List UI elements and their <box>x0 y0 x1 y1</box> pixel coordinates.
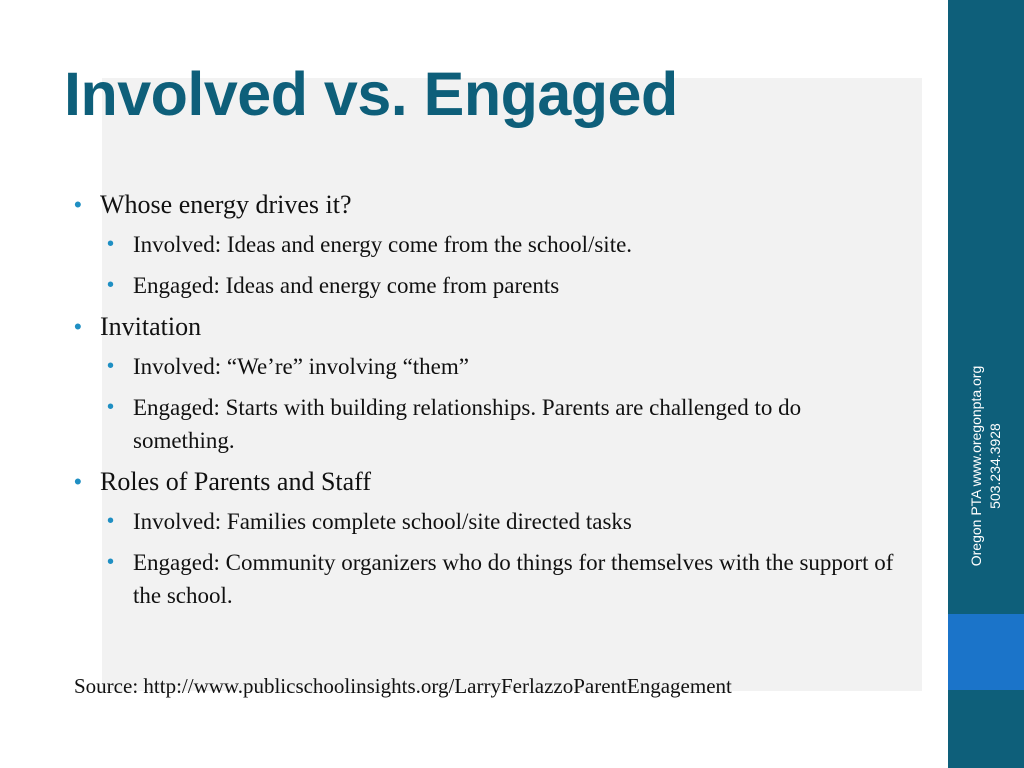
bullet-item <box>74 188 904 222</box>
sub-bullet-item <box>74 228 904 261</box>
sub-bullet-text: Involved: Families complete school/site directed tasks <box>133 509 632 534</box>
sub-bullet-text: Engaged: Community organizers who do things for themselves with the support of the school. <box>133 550 894 608</box>
sub-bullet-text: Involved: “We’re” involving “them” <box>133 354 469 379</box>
source-citation: Source: http://www.publicschoolinsights.org/LarryFerlazzoParentEngagement <box>74 674 732 698</box>
sub-bullet-item <box>74 546 904 612</box>
sub-bullet-item <box>74 269 904 302</box>
bullet-icon: • <box>107 396 115 418</box>
sidebar-contact-text <box>967 346 1005 586</box>
sidebar-phone-line: 503.234.3928 <box>987 423 1003 509</box>
sidebar-accent-block <box>948 614 1024 690</box>
bullet-icon: • <box>107 274 115 296</box>
bullet-text: Invitation <box>100 312 202 341</box>
sub-bullet-text: Engaged: Starts with building relationships. Parents are challenged to do something. <box>133 395 802 453</box>
sub-bullet-item <box>74 350 904 383</box>
sub-bullet-text: Engaged: Ideas and energy come from parents <box>133 273 560 298</box>
slide-title: Involved vs. Engaged <box>64 60 678 128</box>
bullet-item <box>74 310 904 344</box>
sidebar <box>948 0 1024 768</box>
bullet-icon: • <box>107 355 115 377</box>
bullet-icon: • <box>107 233 115 255</box>
sub-bullet-text: Involved: Ideas and energy come from the school/site. <box>133 232 633 257</box>
bullet-list <box>74 188 904 620</box>
bullet-text: Roles of Parents and Staff <box>100 467 372 496</box>
bullet-icon: • <box>74 192 82 217</box>
bullet-text: Whose energy drives it? <box>100 190 352 219</box>
bullet-icon: • <box>74 469 82 494</box>
bullet-item <box>74 465 904 499</box>
sub-bullet-item <box>74 505 904 538</box>
sub-bullet-item <box>74 391 904 457</box>
bullet-icon: • <box>107 510 115 532</box>
sidebar-org-line: Oregon PTA www.oregonpta.org <box>968 365 984 567</box>
bullet-icon: • <box>74 314 82 339</box>
bullet-icon: • <box>107 551 115 573</box>
